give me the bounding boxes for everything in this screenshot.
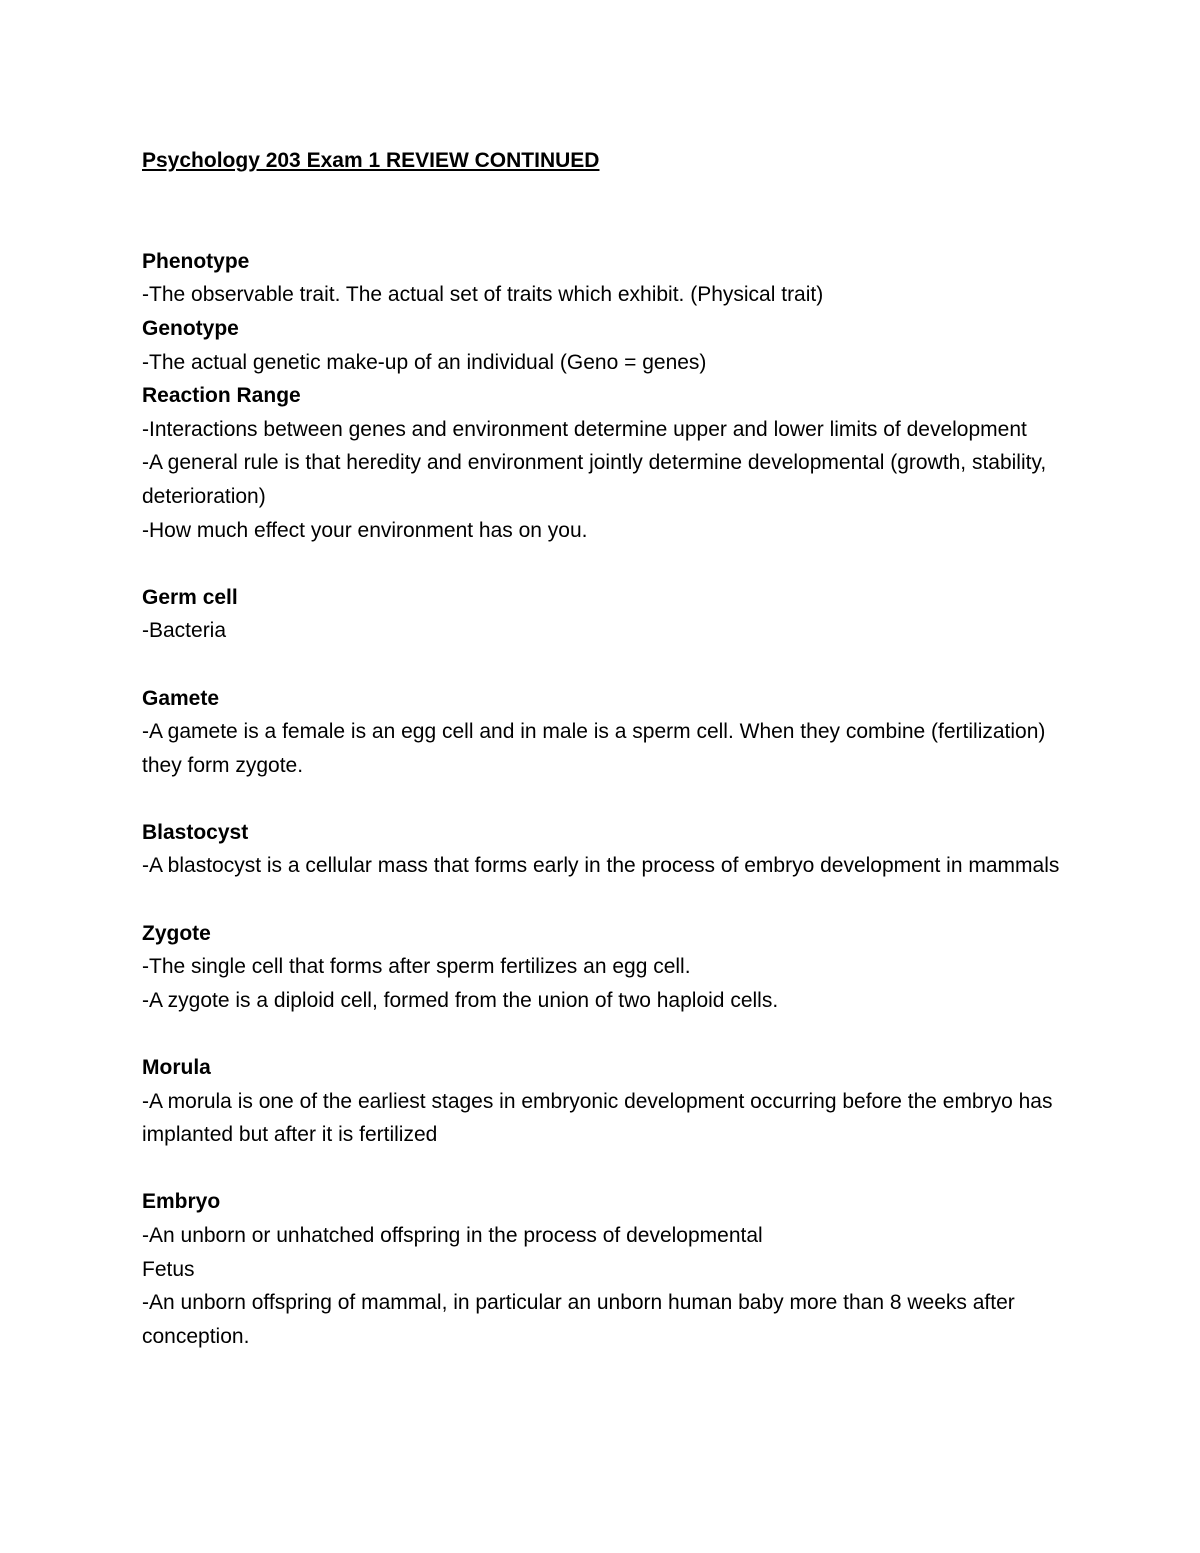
term-morula: Morula (142, 1056, 211, 1080)
document-title: Psychology 203 Exam 1 REVIEW CONTINUED (142, 149, 600, 172)
definition-germ-cell: -Bacteria (142, 619, 227, 643)
definition-phenotype: -The observable trait. The actual set of traits which exhibit. (Physical trait) (142, 283, 824, 307)
term-zygote: Zygote (142, 921, 211, 945)
term-germ-cell: Germ cell (142, 585, 238, 609)
definition-zygote-1: -The single cell that forms after sperm fertilizes an egg cell. (142, 955, 691, 979)
definition-blastocyst: -A blastocyst is a cellular mass that forms early in the process of embryo development in mammals (142, 854, 1060, 878)
document-body (142, 144, 1072, 1353)
spacer (142, 1017, 1072, 1051)
definition-morula: -A morula is one of the earliest stages in embryonic development occurring before the embryo has implanted but after it is fertilized (142, 1089, 1053, 1147)
term-gamete: Gamete (142, 686, 220, 710)
term-genotype: Genotype (142, 316, 239, 340)
definition-zygote-2: -A zygote is a diploid cell, formed from the union of two haploid cells. (142, 988, 779, 1012)
term-fetus: Fetus (142, 1257, 195, 1281)
spacer (142, 178, 1072, 245)
definition-reaction-range-2: -A general rule is that heredity and environment jointly determine developmental (growth, stability, deterioration) (142, 451, 1047, 508)
definition-reaction-range-3: -How much effect your environment has on you. (142, 518, 588, 542)
spacer (142, 1152, 1072, 1186)
definition-fetus: -An unborn offspring of mammal, in particular an unborn human baby more than 8 weeks after conception. (142, 1291, 1015, 1348)
term-reaction-range: Reaction Range (142, 384, 301, 408)
term-phenotype: Phenotype (142, 249, 250, 273)
definition-embryo: -An unborn or unhatched offspring in the process of developmental (142, 1224, 763, 1247)
term-embryo: Embryo (142, 1190, 221, 1214)
term-blastocyst: Blastocyst (142, 820, 249, 844)
definition-reaction-range-1: -Interactions between genes and environment determine upper and lower limits of development (142, 417, 1027, 441)
spacer (142, 648, 1072, 682)
definition-genotype: -The actual genetic make-up of an individual (Geno = genes) (142, 350, 707, 374)
spacer (142, 782, 1072, 816)
definition-gamete: -A gamete is a female is an egg cell and in male is a sperm cell. When they combine (fertilization) they form zygote. (142, 720, 1046, 777)
spacer (142, 883, 1072, 917)
spacer (142, 547, 1072, 581)
